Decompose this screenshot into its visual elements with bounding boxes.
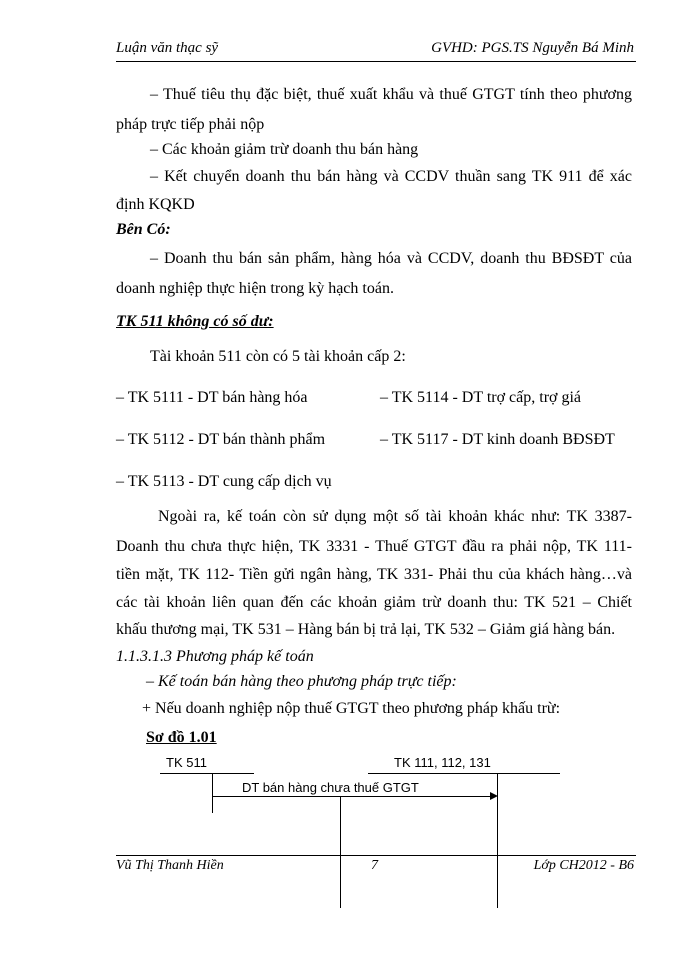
t-account-111-top	[368, 773, 560, 774]
sub-account-5111: – TK 5111 - DT bán hàng hóa	[116, 389, 308, 406]
footer-page-number: 7	[371, 858, 378, 873]
credit-item-1-line-1: – Doanh thu bán sản phẩm, hàng hóa và CCDV, doanh thu BĐSĐT của	[150, 250, 632, 267]
sub-account-5114: – TK 5114 - DT trợ cấp, trợ giá	[380, 389, 582, 406]
footer-rule	[116, 855, 636, 856]
header-left: Luận văn thạc sỹ	[116, 40, 219, 56]
sub-account-5112: – TK 5112 - DT bán thành phẩm	[116, 431, 326, 448]
t-account-511-top	[160, 773, 254, 774]
debit-item-2: – Các khoản giảm trừ doanh thu bán hàng	[150, 141, 419, 158]
diagram-left-account: TK 511	[166, 755, 207, 770]
header-right: GVHD: PGS.TS Nguyễn Bá Minh	[431, 40, 634, 56]
other-accounts-line-5: khấu thương mại, TK 531 – Hàng bán bị trả lại, TK 532 – Giảm giá hàng bán.	[116, 621, 616, 638]
other-accounts-line-1: Ngoài ra, kế toán còn sử dụng một số tài khoản khác như: TK 3387-	[158, 508, 632, 525]
diagram-center-line	[340, 796, 341, 908]
sub-accounts-intro: Tài khoản 511 còn có 5 tài khoản cấp 2:	[150, 348, 406, 365]
diagram-right-account: TK 111, 112, 131	[394, 755, 491, 770]
footer-right: Lớp CH2012 - B6	[533, 858, 634, 873]
t-account-511-stem	[212, 773, 213, 813]
debit-item-3-line-2: định KQKD	[116, 196, 195, 213]
no-balance-heading: TK 511 không có số dư:	[116, 313, 274, 330]
diagram-arrow-line	[212, 796, 490, 797]
credit-item-1-line-2: doanh nghiệp thực hiện trong kỳ hạch toán.	[116, 280, 394, 297]
footer-left: Vũ Thị Thanh Hiền	[116, 858, 224, 873]
sub-account-5117: – TK 5117 - DT kinh doanh BĐSĐT	[380, 431, 615, 448]
diagram-title: Sơ đồ 1.01	[146, 729, 217, 746]
debit-item-1-line-2: pháp trực tiếp phải nộp	[116, 116, 265, 133]
method-deduct: + Nếu doanh nghiệp nộp thuế GTGT theo phương pháp khấu trừ:	[142, 700, 561, 717]
diagram-arrow-head	[490, 792, 498, 800]
credit-heading: Bên Có:	[116, 221, 171, 238]
debit-item-1-line-1: – Thuế tiêu thụ đặc biệt, thuế xuất khẩu và thuế GTGT tính theo phương	[150, 86, 632, 103]
other-accounts-line-2: Doanh thu chưa thực hiện, TK 3331 - Thuế GTGT đầu ra phải nộp, TK 111-	[116, 538, 632, 555]
diagram-arrow-label: DT bán hàng chưa thuế GTGT	[242, 780, 419, 795]
sub-account-5113: – TK 5113 - DT cung cấp dịch vụ	[116, 473, 332, 490]
section-heading: 1.1.3.1.3 Phương pháp kế toán	[116, 648, 314, 665]
debit-item-3-line-1: – Kết chuyển doanh thu bán hàng và CCDV thuần sang TK 911 để xác	[150, 168, 632, 185]
method-direct: – Kế toán bán hàng theo phương pháp trực tiếp:	[146, 673, 457, 690]
other-accounts-line-4: các tài khoản liên quan đến các khoản giảm trừ doanh thu: TK 521 – Chiết	[116, 594, 632, 611]
header-rule	[116, 61, 636, 62]
other-accounts-line-3: tiền mặt, TK 112- Tiền gửi ngân hàng, TK 331- Phải thu của khách hàng…và	[116, 566, 632, 583]
